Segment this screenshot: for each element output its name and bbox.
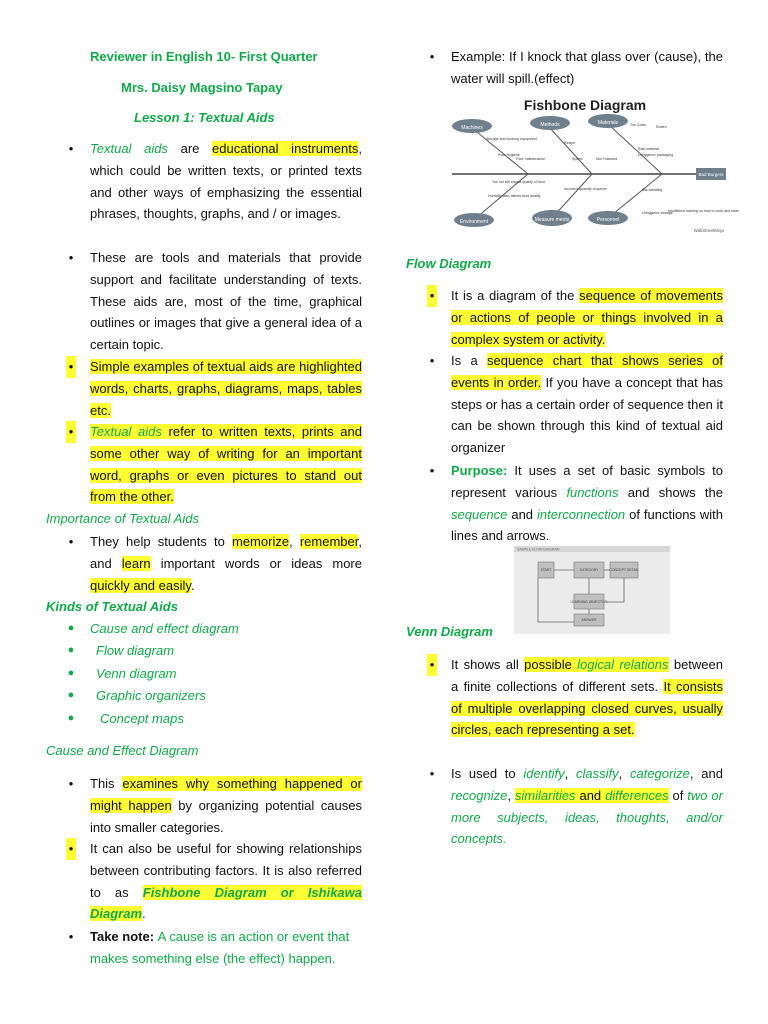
kinds-item-label: Concept maps [100,711,184,726]
fishbone-cause-label: Recipe [564,141,576,145]
kinds-item-label: Cause and effect diagram [90,621,239,636]
bullet-refer: • Textual aids refer to written texts, prints and some other way of writing for an important word, graphs or even pictures to stand out from the other. [90,421,362,508]
highlight: remember [299,534,359,549]
kinds-item: ● Cause and effect diagram [67,621,239,636]
highlight: quickly and easily [90,577,191,593]
fishbone-cause-label: Rotten [656,125,667,129]
fishbone-title: Fishbone Diagram [523,97,647,113]
kinds-item: ● Concept maps [67,711,184,726]
flow-box-label: CATEGORY [579,568,599,572]
flow-box-label: CONCEPT DETAIL [609,568,639,572]
text: This [90,776,123,791]
purpose-label: Purpose: [451,463,508,478]
bullet-tools: • These are tools and materials that provide support and facilitate understanding of texts. These aids are, most of the time, graphical outlines or images that give a general idea of a certain topic. [68,250,362,353]
text: between a finite collections of different sets. [451,657,723,694]
fishbone-cause-label: Speed [572,157,583,161]
bullet-flow-sequence: • Is a sequence chart that shows series of events in order. If you have a concept that has steps or has a certain order of sequence then it can be shown through this kind of textual aid organizer [429,353,723,456]
fishbone-bone [548,126,592,174]
fishbone-node-label: Machines [461,125,483,131]
bullet-flow-purpose: • Purpose: It uses a set of basic symbols to represent various functions and shows the sequence and interconnection of functions with lines and arrows. [429,463,723,544]
fishbone-cause-label: Poor Hygiene [498,153,520,157]
text: It shows all [451,657,525,672]
fishbone-node-label: Environment [459,219,489,225]
text: They help students to [90,534,232,549]
text: and [507,506,537,522]
term: Textual aids [90,141,168,156]
fishbone-cause-label: Too Costs [630,123,646,127]
kinds-heading: Kinds of Textual Aids [46,599,178,614]
text: and shows the [618,484,723,500]
text: It uses a set of basic symbols to represent various [451,463,723,500]
fishbone-cause-label: Unhygienic storage [642,211,673,215]
fishbone-cause-label: Too hot will impact quality of food [492,180,545,184]
kinds-item: ● Venn diagram [67,666,177,681]
text: It is a diagram of the [451,288,580,303]
highlight: possible [524,657,572,672]
fishbone-bone [472,128,528,174]
text: , [507,787,515,803]
text: important words or ideas more [150,555,362,571]
flow-box-label: START [540,568,552,572]
kinds-item-label: Flow diagram [96,643,175,658]
bullet-definition: • Textual aids are educational instruments, which could be written texts, or printed texts and other ways of emphasizing the essential phrases, thoughts, graphs, and / or images. [68,141,362,222]
document-title: Reviewer in English 10- First Quarter [90,49,318,64]
highlight: learn [121,555,151,571]
fishbone-cause-label: Not Followed [596,157,617,161]
keyword: interconnection [536,506,626,522]
text: If you have a concept that has steps or has a certain order of sequence then it can be shown through this kind of textual aid organizer [451,374,723,456]
highlight: memorize [232,534,290,549]
text: Example: If I knock that glass over (cause), the water will spill.(effect) [451,49,723,86]
fishbone-cause-label: Storage and cooking equipment [486,137,537,141]
text: , and [689,766,723,781]
kinds-item-label: Graphic organizers [96,688,206,703]
bullet-examines: • This examines why something happened or might happen by organizing potential causes into smaller categories. [68,776,362,835]
highlight: sequence of movements or actions of people or things involved in a complex system or activity. [451,288,723,347]
fishbone-cause-label: Unhygienic packaging [638,153,674,157]
bullet-example: • Example: If I knock that glass over (cause), the water will spill.(effect) [429,49,723,86]
flow-box-label: ANSWER [581,618,597,622]
highlight: sequence chart that shows series of events in order. [451,353,723,390]
bullet-examples: • Simple examples of textual aids are highlighted words, charts, graphs, diagrams, maps, tables etc. [90,356,362,421]
fishbone-node-label: Methods [540,122,560,128]
fishbone-brand: WallStreetMojo [693,228,724,233]
text: , [289,534,300,549]
flow-box-label: LEARNING OBJECTIVE [570,600,608,604]
highlight-keyword: logical relations [571,657,669,672]
text: refer to written texts, prints and some other way of writing for an important word, graphs or even pictures to stand out from the other. [90,424,362,505]
bullet-importance: • They help students to memorize, remember, and learn important words or ideas more quickly and easily. [68,534,362,593]
text: It can also be useful for showing relationships between contributing factors. It is also referred to as [90,841,362,900]
highlight: Simple examples of textual aids are highlighted words, charts, graphs, diagrams, maps, tables etc. [90,359,362,418]
cause-effect-heading: Cause and Effect Diagram [46,743,199,758]
highlight-keyword: differences [605,787,669,803]
bullet-venn-usage: • Is used to identify, classify, categorize, and recognize, similarities and differences of two or more subjects, ideas, thoughts, and/or concepts. [429,766,723,847]
text: Is a [451,353,488,368]
term: Textual aids [90,424,162,439]
highlight: and [575,787,606,803]
text: of functions with lines and arrows. [451,506,723,544]
text: by organizing potential causes into smaller categories. [90,797,362,835]
kinds-item: ● Graphic organizers [67,688,206,703]
text: Is used to [451,766,524,781]
highlight-term: Fishbone Diagram or Ishikawa Diagram [90,884,363,922]
keyword: categorize [629,766,690,781]
highlight: examines why something happened or might happen [90,776,362,813]
fishbone-cause-label: Raw material [638,147,659,151]
keyword: functions [566,484,619,500]
keyword: sequence [451,506,508,522]
take-note-text: A cause is an action or event that makes something else (the effect) happen. [90,929,350,966]
text: . [190,577,195,593]
highlight: educational instruments [212,141,359,156]
bullet-flow-definition: • It is a diagram of the sequence of movements or actions of people or things involved in a complex system or activity. [451,285,723,350]
flow-diagram-image [514,546,670,634]
flow-diagram-heading: Flow Diagram [406,256,492,271]
importance-heading: Importance of Textual Aids [46,511,199,526]
highlight-keyword: similarities [514,787,576,803]
fishbone-head-label: Bad Burgers [698,172,724,177]
venn-diagram-heading: Venn Diagram [406,624,493,639]
bullet-take-note: • Take note: A cause is an action or event that makes something else (the effect) happen. [68,929,350,966]
text: , [618,766,630,781]
highlight: It consists of multiple overlapping closed curves, usually circles, each representing a set. [451,678,724,738]
bullet-venn-definition: • It shows all possible logical relations between a finite collections of different sets. It consists of multiple overlapping closed curves, usually circles, each representing a set. [451,654,723,741]
take-note-label: Take note: [90,929,158,944]
text: , which could be written texts, or printed texts and other ways of emphasizing the essential phrases, thoughts, graphs, and / or images. [90,141,362,222]
kinds-item-label: Venn diagram [96,666,177,681]
author-name: Mrs. Daisy Magsino Tapay [121,80,283,95]
keyword: classify [575,766,619,781]
fishbone-cause-label: Insufficient training on how to cook and store [668,209,740,213]
fishbone-cause-label: Humidity also affects food quality [488,194,541,198]
fishbone-cause-label: Incorrect quantity of spices [564,187,607,191]
bullet-relationships: • It can also be useful for showing relationships between contributing factors. It is also referred to as Fishbone Diagram or Ishikawa Diagram. [90,838,362,925]
text: , [564,766,576,781]
keyword: identify [523,766,565,781]
keyword: two or more subjects, ideas, thoughts, and/or concepts. [451,787,723,847]
fishbone-diagram-image [442,94,740,234]
fishbone-cause-label: Poor maintenance [516,157,546,161]
lesson-title: Lesson 1: Textual Aids [134,110,275,125]
text: These are tools and materials that provide support and facilitate understanding of texts. These aids are, most of the time, graphical outlines or images that give a general idea of a certain topic. [90,250,362,353]
keyword: recognize [451,787,508,803]
fishbone-node-label: Personnel [596,217,620,223]
flow-image-caption: SAMPLE FLOW DIAGRAM [517,547,560,552]
fishbone-node-label: Materials [597,120,619,126]
text: . [142,906,146,922]
text: of [668,787,688,803]
text: , and [90,534,362,571]
text: are [167,141,213,156]
fishbone-node-label: Measure ments [534,217,570,223]
kinds-item: ● Flow diagram [67,643,175,658]
fishbone-cause-label: Mis-handling [642,188,663,192]
